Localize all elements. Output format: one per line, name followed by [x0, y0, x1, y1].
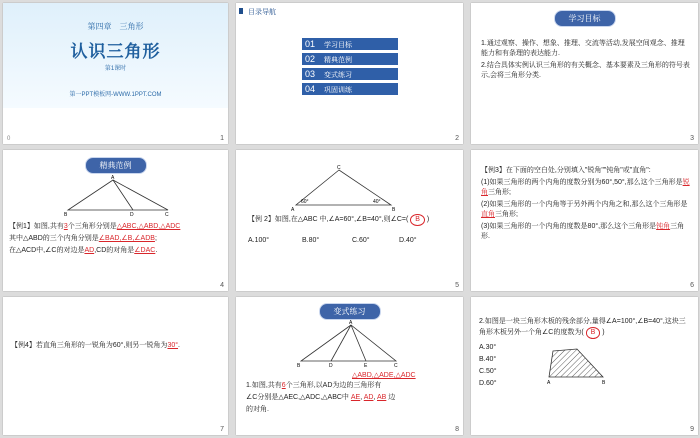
footer-band [3, 108, 228, 130]
slide-thumbnail-7[interactable] [3, 297, 228, 435]
option-a: A.100° [248, 237, 270, 244]
option-a: A.30° [479, 344, 497, 351]
label-a: A [111, 175, 115, 181]
label-a: A [349, 320, 353, 326]
triangles-answer: △ABD,△ADE,△ADC [352, 372, 416, 379]
goal-line-1: 1.通过观察、操作、想象、推理、交流等活动,发展空间观念、推理能力和有条理的表达能力. [481, 40, 685, 57]
variant-q2: ∠C分别是△AEC,△ADC,△ABC中 AE, AD, AB 边 [246, 394, 396, 401]
label-a: A [547, 380, 551, 385]
slide-thumbnail-6[interactable] [471, 150, 698, 291]
example3-intro: 【例3】在下面的空白处,分别填入"锐角""钝角"或"直角": [481, 167, 651, 174]
option-c: C.60° [352, 237, 370, 244]
example3-item2: (2)如果三角形的一个内角等于另外两个内角之和,那么这个三角形是直角三角形; [481, 201, 688, 218]
slide-number: 6 [690, 282, 694, 289]
label-b: B [297, 363, 301, 367]
chapter-label: 第四章 三角形 [87, 22, 144, 31]
slide-title: 认识三角形 [70, 42, 161, 61]
label-c: C [337, 165, 341, 171]
example1-line1: 【例1】如图,共有3个三角形分别是△ABC,△ABD,△ADC [9, 223, 181, 230]
slide-number: 9 [690, 426, 694, 433]
slide-number: 4 [220, 282, 224, 289]
example2-question: 【例 2】如图,在△ABC 中,∠A=60°,∠B=40°,则∠C=( B ) [248, 214, 458, 226]
example3-item1: (1)如果三角形的两个内角的度数分别为60°,50°,那么这个三角形是锐角三角形; [481, 179, 690, 196]
slide-number: 8 [455, 426, 459, 433]
toc-item-1[interactable]: 01 学习目标 [302, 38, 398, 50]
label-c: C [165, 212, 169, 217]
example1-line2: 其中△ABD的三个内角分别是∠BAD,∠B,∠ADB; [9, 235, 157, 242]
slide-thumbnail-2[interactable] [236, 3, 463, 144]
example3-item3: (3)如果三角形的一个内角的度数是80°,那么这个三角形是钝角三角形. [481, 223, 685, 240]
toc-item-3[interactable]: 03 变式练习 [302, 68, 398, 80]
label-b: B [392, 207, 396, 212]
variant2-question: 2.如图是一块三角形木板的残余部分,量得∠A=100°,∠B=40°,这块三角形木板另外一个角∠C的度数为( B ) [479, 317, 689, 339]
label-c: C [394, 363, 398, 367]
label-d: D [329, 363, 333, 367]
goal-line-2: 2.结合具体实例认识三角形的有关概念、基本要素及三角形的符号表示,会将三角形分类. [481, 62, 690, 79]
slide-thumbnail-1[interactable] [3, 3, 228, 144]
slide-number: 2 [455, 135, 459, 142]
option-d: D.40° [399, 237, 417, 244]
website-label: 第一PPT模板网-WWW.1PPT.COM [69, 92, 162, 98]
section-pill: 变式练习 [319, 303, 381, 320]
slide-thumbnail-3[interactable] [471, 3, 698, 144]
angle-a-label: 60° [301, 199, 309, 205]
lesson-period: 第1课时 [104, 66, 127, 72]
catalog-header [236, 3, 463, 19]
variant-q3: 的对角. [246, 406, 269, 413]
toc-item-4[interactable]: 04 巩固训练 [302, 83, 398, 95]
angle-b-label: 40° [373, 199, 381, 205]
slide-number: 3 [690, 135, 694, 142]
slide-footer-mark: 0 [7, 136, 11, 142]
slide-thumbnail-5[interactable] [236, 150, 463, 291]
variant-q1: 1.如图,共有6个三角形,以AD为边的三角形有 [246, 382, 382, 389]
fan-triangle-figure [296, 319, 406, 367]
catalog-title: 目录导航 [248, 9, 276, 16]
label-a: A [291, 207, 295, 212]
example1-line3: 在△ACD中,∠C的对边是AD,CD的对角是∠DAC. [9, 247, 158, 254]
board-remnant-figure [547, 345, 613, 385]
slide-number: 7 [220, 426, 224, 433]
label-d: D [130, 212, 134, 217]
toc-item-2[interactable]: 02 精典范例 [302, 53, 398, 65]
triangle-abc-figure [291, 162, 401, 212]
catalog-marker-icon [239, 8, 243, 14]
label-e: E [364, 363, 368, 367]
slide-number: 1 [220, 135, 224, 142]
example4-question: 【例4】若直角三角形的一锐角为60°,则另一锐角为30°. [11, 342, 180, 349]
option-d: D.60° [479, 380, 497, 387]
label-b: B [64, 212, 68, 217]
option-b: B.40° [479, 356, 497, 363]
triangle-figure [63, 175, 173, 217]
slide-thumbnail-4[interactable] [3, 150, 228, 291]
slide-number: 5 [455, 282, 459, 289]
slide-thumbnail-9[interactable] [471, 297, 698, 435]
label-b: B [602, 380, 606, 385]
option-c: C.50° [479, 368, 497, 375]
section-pill: 精典范例 [85, 157, 147, 174]
slide-thumbnail-8[interactable] [236, 297, 463, 435]
option-b: B.80° [302, 237, 320, 244]
section-pill: 学习目标 [554, 10, 616, 27]
